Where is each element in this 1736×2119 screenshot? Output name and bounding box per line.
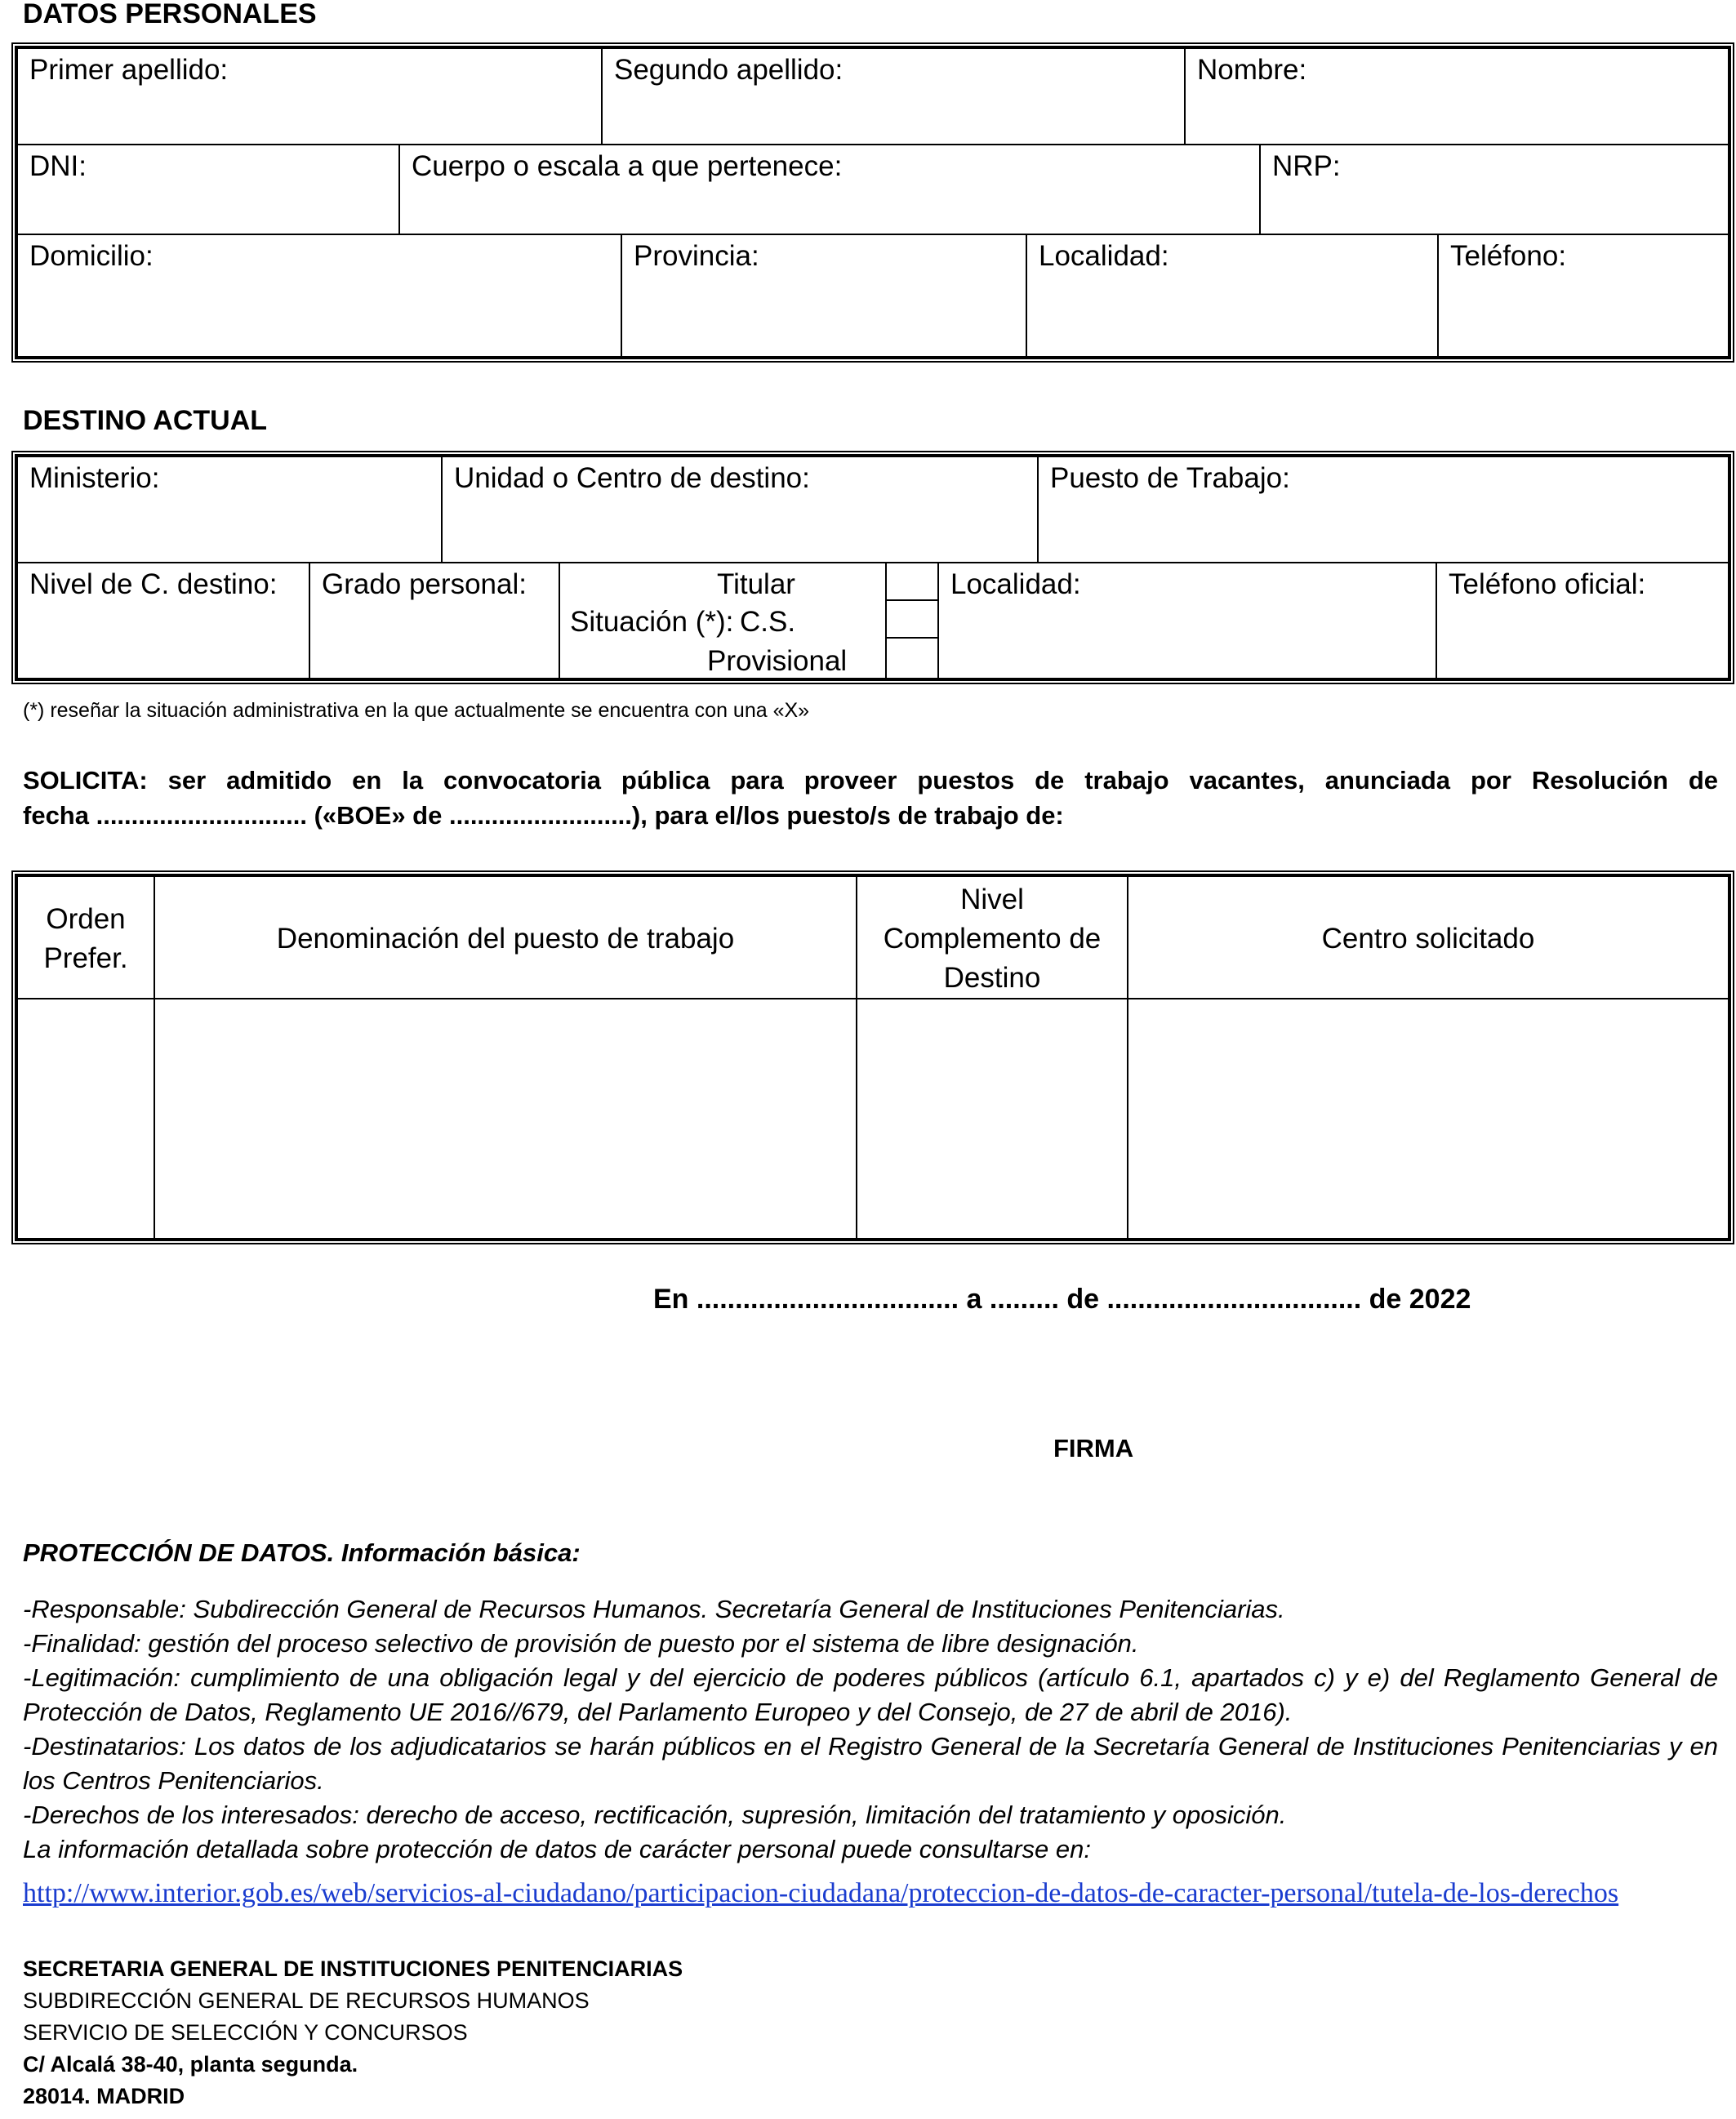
fecha-line: En .................................. a ......... de ................................. de 2022 xyxy=(653,1284,1471,1315)
footer-line-4: C/ Alcalá 38-40, planta segunda. xyxy=(23,2052,358,2077)
proteccion-line: -Destinatarios: Los datos de los adjudicatarios se harán públicos en el Registro General de la Secretaría General de Instituciones Penitenciarias y en xyxy=(23,1732,1718,1761)
proteccion-title: PROTECCIÓN DE DATOS. Información básica: xyxy=(23,1538,581,1567)
situacion-field xyxy=(559,562,887,679)
proteccion-url-link[interactable]: http://www.interior.gob.es/web/servicios-al-ciudadano/participacion-ciudadana/proteccion-de-datos-de-caracter-personal/tutela-de-los-derechos xyxy=(23,1878,1619,1908)
nivel-destino-field[interactable] xyxy=(16,562,310,679)
puesto-label: Puesto de Trabajo: xyxy=(1050,462,1290,494)
titular-checkbox[interactable] xyxy=(885,562,939,601)
cuerpo-label: Cuerpo o escala a que pertenece: xyxy=(412,150,843,182)
segundo-apellido-field[interactable] xyxy=(601,47,1186,145)
domicilio-field[interactable] xyxy=(16,234,622,358)
localidad-label: Localidad: xyxy=(1039,240,1169,272)
situacion-footnote: (*) reseñar la situación administrativa en la que actualmente se encuentra con una «X» xyxy=(23,699,810,722)
nivel-destino-label: Nivel de C. destino: xyxy=(29,568,278,600)
unidad-field[interactable] xyxy=(441,456,1039,563)
telefono-field[interactable] xyxy=(1437,234,1729,358)
header-nivel-line-1: Nivel xyxy=(960,884,1024,915)
ministerio-field[interactable] xyxy=(16,456,443,563)
dni-field[interactable] xyxy=(16,144,400,235)
header-orden-line-1: Orden xyxy=(46,903,126,935)
header-nivel xyxy=(856,875,1128,999)
opt-titular-label: Titular xyxy=(717,568,795,600)
opt-provisional-label: Provisional xyxy=(707,645,848,677)
header-centro xyxy=(1127,875,1729,999)
provisional-checkbox[interactable] xyxy=(885,637,939,679)
proteccion-line: -Finalidad: gestión del proceso selectivo de provisión de puesto por el sistema de libre designación. xyxy=(23,1629,1139,1658)
situacion-label: Situación (*): xyxy=(570,606,734,638)
proteccion-line: La información detallada sobre protección de datos de carácter personal puede consultarse en: xyxy=(23,1835,1091,1863)
proteccion-line: los Centros Penitenciarios. xyxy=(23,1766,324,1795)
footer-line-3: SERVICIO DE SELECCIÓN Y CONCURSOS xyxy=(23,2020,468,2045)
localidad-destino-label: Localidad: xyxy=(950,568,1081,600)
telefono-oficial-field[interactable] xyxy=(1436,562,1729,679)
nivel-cell[interactable] xyxy=(856,998,1128,1240)
nrp-label: NRP: xyxy=(1272,150,1341,182)
proteccion-line: -Responsable: Subdirección General de Recursos Humanos. Secretaría General de Instituciones Penitenciarias. xyxy=(23,1595,1285,1623)
telefono-oficial-label: Teléfono oficial: xyxy=(1449,568,1646,600)
header-denominacion xyxy=(154,875,857,999)
provincia-field[interactable] xyxy=(621,234,1027,358)
solicita-line-1: SOLICITA: ser admitido en la convocatoria pública para proveer puestos de trabajo vacantes, anunciada por Resolución de xyxy=(23,766,1718,795)
section-title-destino: DESTINO ACTUAL xyxy=(23,405,268,436)
nombre-field[interactable] xyxy=(1184,47,1729,145)
footer-line-5: 28014. MADRID xyxy=(23,2084,185,2108)
orden-cell[interactable] xyxy=(16,998,155,1240)
footer-line-2: SUBDIRECCIÓN GENERAL DE RECURSOS HUMANOS xyxy=(23,1988,590,2013)
dni-label: DNI: xyxy=(29,150,87,182)
footer-line-1: SECRETARIA GENERAL DE INSTITUCIONES PENITENCIARIAS xyxy=(23,1957,683,1981)
proteccion-line: -Legitimación: cumplimiento de una obligación legal y del ejercicio de poderes públicos (artículo 6.1, apartados c) y e) del Reglamento General de xyxy=(23,1663,1718,1692)
section-title-personal: DATOS PERSONALES xyxy=(23,0,317,29)
opt-cs-label: C.S. xyxy=(740,606,796,638)
primer-apellido-field[interactable] xyxy=(16,47,603,145)
nombre-label: Nombre: xyxy=(1197,54,1307,86)
denominacion-cell[interactable] xyxy=(154,998,857,1240)
puestos-table xyxy=(11,870,1734,1244)
cuerpo-field[interactable] xyxy=(398,144,1261,235)
firma-label: FIRMA xyxy=(1053,1434,1134,1462)
personal-data-frame xyxy=(11,42,1734,363)
segundo-apellido-label: Segundo apellido: xyxy=(614,54,844,86)
header-nivel-line-3: Destino xyxy=(943,962,1041,994)
centro-cell[interactable] xyxy=(1127,998,1729,1240)
header-denominacion-text: Denominación del puesto de trabajo xyxy=(276,923,735,955)
grado-personal-label: Grado personal: xyxy=(322,568,527,600)
primer-apellido-label: Primer apellido: xyxy=(29,54,229,86)
cs-checkbox[interactable] xyxy=(885,599,939,639)
solicita-line-2: fecha .............................. («BOE» de ..........................), para el/los puesto/s de trabajo de: xyxy=(23,801,1064,830)
proteccion-line: -Derechos de los interesados: derecho de acceso, rectificación, supresión, limitación del tratamiento y oposición. xyxy=(23,1801,1287,1829)
domicilio-label: Domicilio: xyxy=(29,240,154,272)
puesto-field[interactable] xyxy=(1037,456,1729,563)
header-orden-line-2: Prefer. xyxy=(43,942,128,974)
nrp-field[interactable] xyxy=(1259,144,1729,235)
ministerio-label: Ministerio: xyxy=(29,462,160,494)
header-centro-text: Centro solicitado xyxy=(1321,923,1535,955)
header-nivel-line-2: Complemento de xyxy=(883,923,1102,955)
grado-personal-field[interactable] xyxy=(309,562,560,679)
provincia-label: Provincia: xyxy=(634,240,759,272)
proteccion-line: Protección de Datos, Reglamento UE 2016//679, del Parlamento Europeo y del Consejo, de 27 de abril de 2016). xyxy=(23,1698,1293,1726)
header-orden xyxy=(16,875,155,999)
unidad-label: Unidad o Centro de destino: xyxy=(454,462,810,494)
destino-frame xyxy=(11,451,1734,684)
localidad-field[interactable] xyxy=(1026,234,1439,358)
localidad-destino-field[interactable] xyxy=(937,562,1437,679)
telefono-label: Teléfono: xyxy=(1450,240,1567,272)
